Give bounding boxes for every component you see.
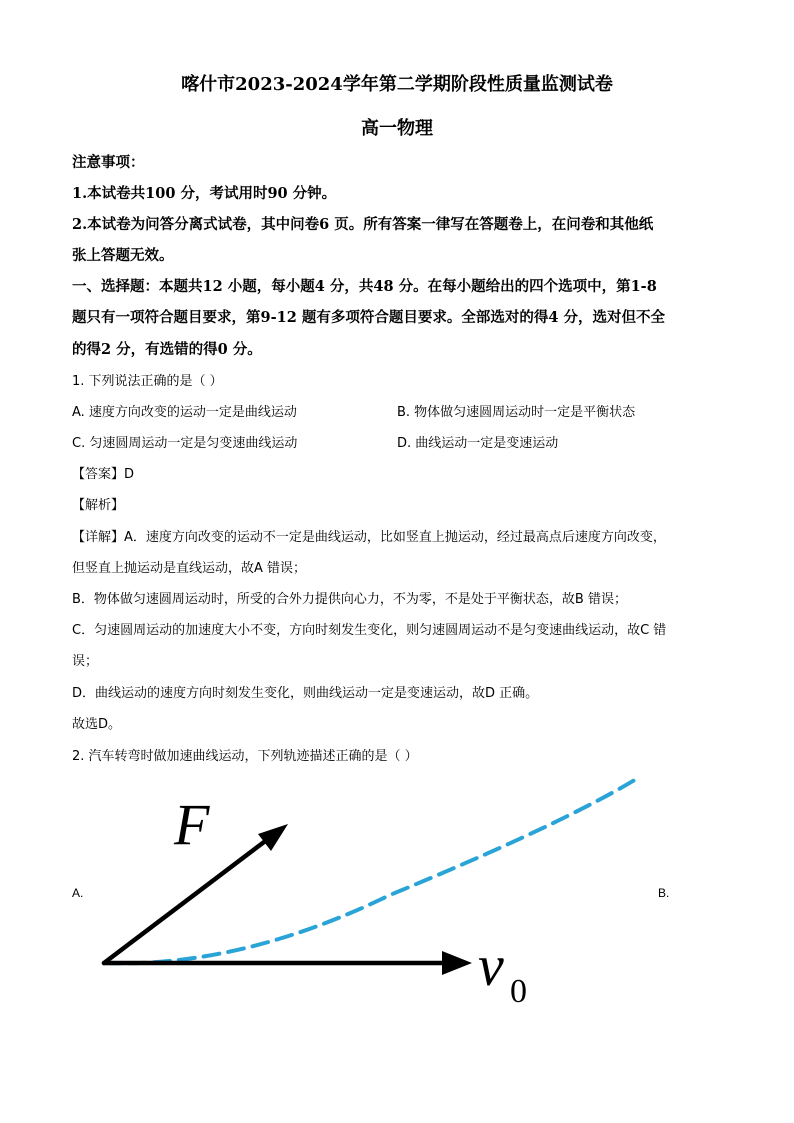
question-1-detail-line-3: B．物体做匀速圆周运动时，所受的合外力提供向心力，不为零，不是处于平衡状态，故B 错误； bbox=[72, 592, 627, 607]
velocity-label: v bbox=[478, 933, 504, 998]
question-1-detail-line-4: C．匀速圆周运动的加速度大小不变，方向时刻发生变化，则匀速圆周运动不是匀变速曲线运动，故C 错 bbox=[72, 623, 667, 638]
question-1-option-d: D. 曲线运动一定是变速运动 bbox=[397, 436, 559, 451]
notes-item-1: 1.本试卷共100 分，考试用时90 分钟。 bbox=[72, 185, 337, 202]
notes-item-2-line-2: 张上答题无效。 bbox=[72, 247, 174, 264]
exam-title: 喀什市2023-2024学年第二学期阶段性质量监测试卷 bbox=[181, 74, 613, 95]
question-2-stem: 2. 汽车转弯时做加速曲线运动，下列轨迹描述正确的是（ ） bbox=[72, 749, 418, 764]
question-1-detail-line-6: D．曲线运动的速度方向时刻发生变化，则曲线运动一定是变速运动，故D 正确。 bbox=[72, 686, 539, 701]
notes-item-2-line-1: 2.本试卷为问答分离式试卷，其中问卷6 页。所有答案一律写在答题卷上，在问卷和其他纸 bbox=[72, 216, 654, 233]
question-1-detail-line-2: 但竖直上抛运动是直线运动，故A 错误； bbox=[72, 561, 307, 576]
section-1-instructions-line-3: 的得2 分，有选错的得0 分。 bbox=[72, 341, 262, 358]
subject-title: 高一物理 bbox=[361, 118, 433, 139]
question-1-conclusion: 故选D。 bbox=[72, 717, 122, 732]
section-1-instructions-line-2: 题只有一项符合题目要求，第9-12 题有多项符合题目要求。全部选对的得4 分，选对但不全 bbox=[72, 309, 665, 326]
velocity-arrow bbox=[104, 951, 472, 975]
question-1-detail-line-5: 误； bbox=[72, 654, 99, 669]
question-1-detail-line-1: 【详解】A．速度方向改变的运动不一定是曲线运动，比如竖直上抛运动，经过最高点后速度方向改变， bbox=[72, 530, 666, 545]
notes-heading: 注意事项： bbox=[72, 154, 145, 171]
force-label: F bbox=[174, 792, 210, 857]
velocity-subscript: 0 bbox=[510, 973, 527, 1010]
section-1-instructions-line-1: 一、选择题：本题共12 小题，每小题4 分，共48 分。在每小题给出的四个选项中，第1-8 bbox=[72, 278, 657, 295]
question-2-option-a-figure bbox=[90, 770, 650, 1015]
question-2-option-b-label: B. bbox=[658, 886, 670, 900]
question-1-option-c: C. 匀速圆周运动一定是匀变速曲线运动 bbox=[72, 436, 298, 451]
question-2-option-a-label: A. bbox=[72, 886, 84, 900]
question-1-stem: 1. 下列说法正确的是（ ） bbox=[72, 374, 223, 389]
question-1-analysis-heading: 【解析】 bbox=[72, 498, 125, 513]
question-1-answer: 【答案】D bbox=[72, 467, 135, 482]
question-1-option-b: B. 物体做匀速圆周运动时一定是平衡状态 bbox=[397, 405, 636, 420]
question-1-option-a: A. 速度方向改变的运动一定是曲线运动 bbox=[72, 405, 297, 420]
